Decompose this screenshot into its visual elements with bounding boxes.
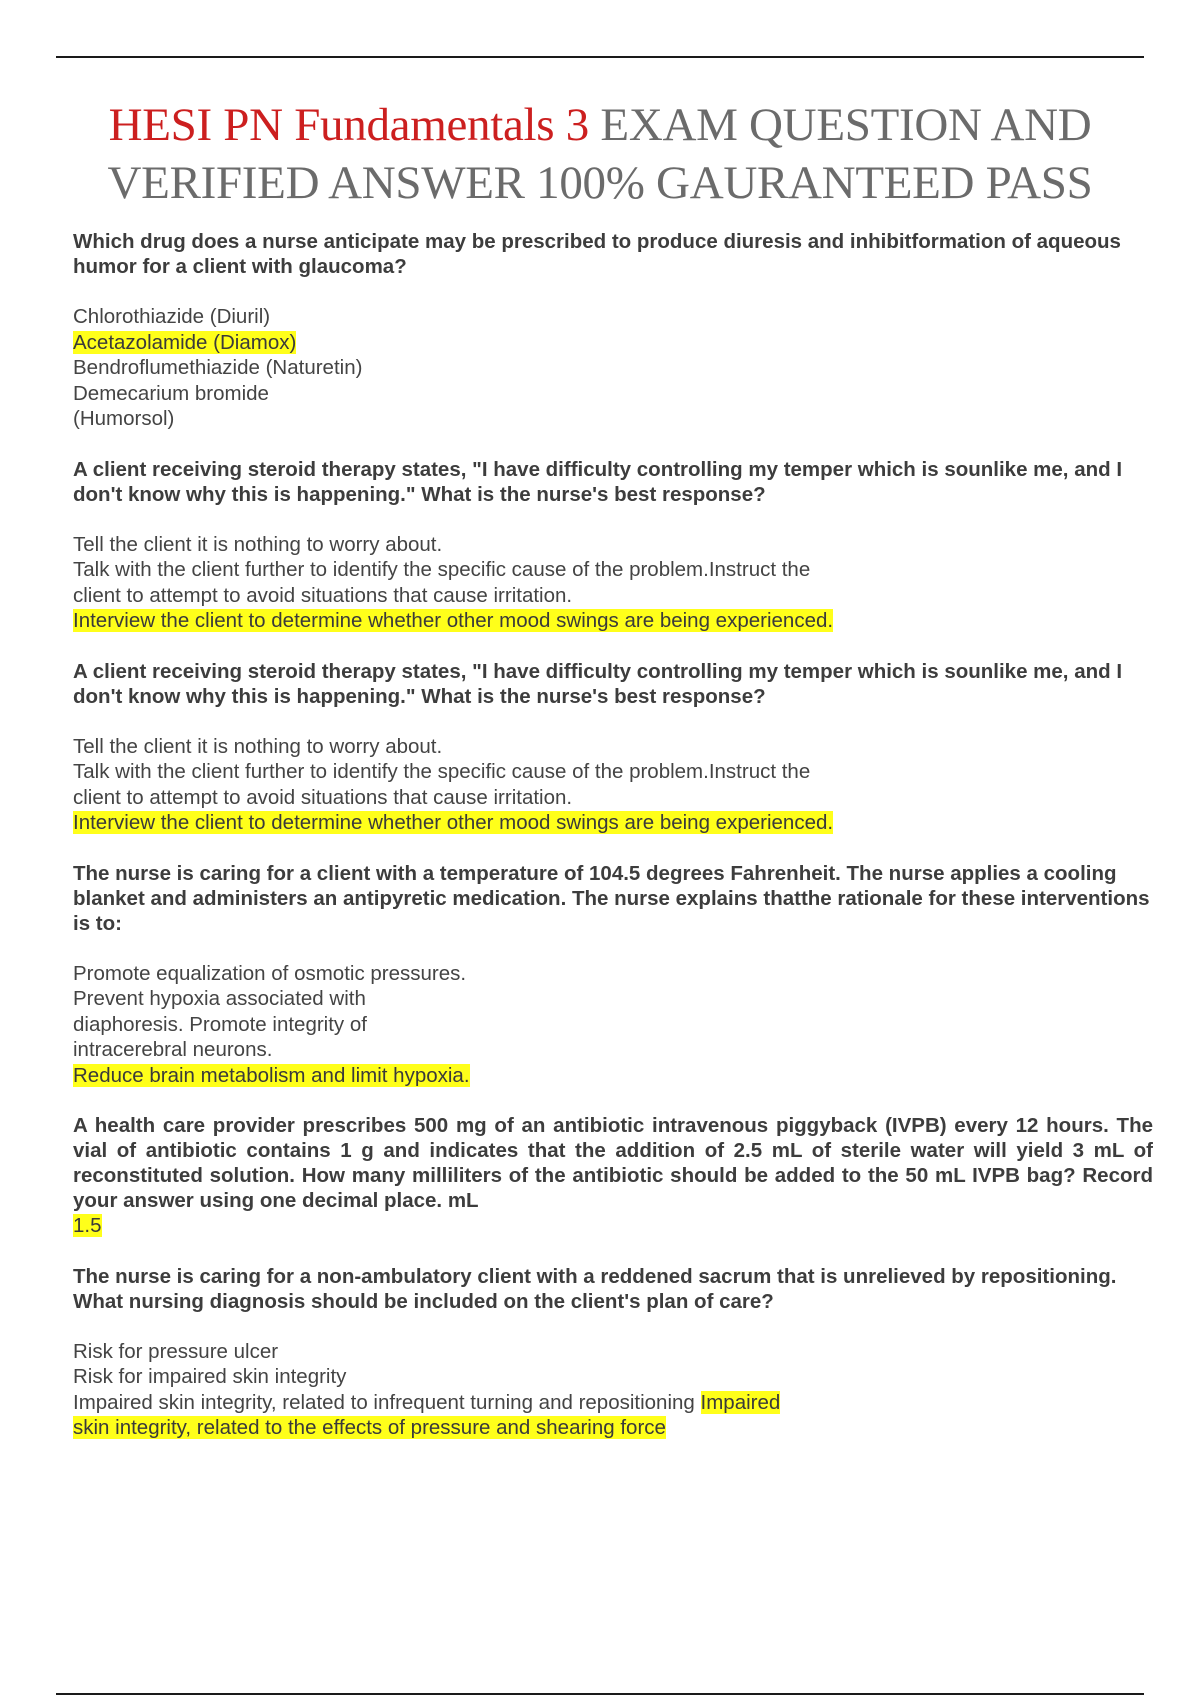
question-block [73,229,1153,432]
question-block [73,659,1153,836]
answer-options [73,961,1153,1089]
answer-option: Prevent hypoxia associated with [73,987,366,1010]
question-block [73,1264,1153,1441]
answer-option: Bendroflumethiazide (Naturetin) [73,356,363,379]
question-list [73,229,1153,1466]
question-text: A health care provider prescribes 500 mg of an antibiotic intravenous piggyback (IVPB) every 12 hours. The vial of antibiotic contains 1 g and indicates that the addition of 2.5 mL of sterile water will yield 3 mL of reconstituted solution. How many milliliters of the antibiotic should be added to the 50 mL IVPB bag? Record your answer using one decimal place. mL [73,1114,1153,1212]
answer-option: (Humorsol) [73,407,175,430]
answer-option: Tell the client it is nothing to worry about. [73,532,443,556]
answer-option: Chlorothiazide (Diuril) [73,305,271,328]
bottom-rule [56,1693,1144,1695]
question-text: The nurse is caring for a client with a temperature of 104.5 degrees Fahrenheit. The nurse applies a cooling blanket and administers an antipyretic medication. The nurse explains thatthe rationale for these interventions is to: [73,861,1150,935]
answer-options [73,532,1153,634]
answer-option: client to attempt to avoid situations that cause irritation. [73,785,573,809]
answer-option: Promote equalization of osmotic pressures. [73,961,467,985]
answer-option: Risk for pressure ulcer [73,1339,279,1363]
answer-option: diaphoresis. Promote integrity of [73,1012,367,1036]
answer-option: Impaired skin integrity, related to infrequent turning and repositioning [73,1390,695,1414]
question-text: Which drug does a nurse anticipate may be prescribed to produce diuresis and inhibitformation of aqueous humor for a client with glaucoma? [73,230,1121,278]
answer-option: Demecarium bromide [73,381,269,405]
title-highlight: HESI PN Fundamentals 3 [108,99,589,151]
correct-answer: Impaired [700,1390,781,1414]
question-text: A client receiving steroid therapy states, "I have difficulty controlling my temper which is sounlike me, and I don't know why this is happening." What is the nurse's best response? [73,457,1123,506]
correct-answer: Reduce brain metabolism and limit hypoxia. [73,1063,470,1087]
question-block [73,1113,1153,1239]
document-title [60,96,1140,212]
answer-option: Risk for impaired skin integrity [73,1365,347,1388]
answer-options [73,304,1153,432]
question-block [73,861,1153,1089]
question-text: A client receiving steroid therapy states, "I have difficulty controlling my temper which is sounlike me, and I don't know why this is happening." What is the nurse's best response? [73,659,1123,708]
correct-answer: Interview the client to determine whether other mood swings are being experienced. [73,811,834,834]
answer-option: client to attempt to avoid situations that cause irritation. [73,583,573,607]
correct-answer: 1.5 [73,1214,102,1237]
title-rest: EXAM QUESTION AND VERIFIED ANSWER 100% GAURANTEED PASS [107,99,1093,209]
question-block [73,457,1153,634]
question-text: The nurse is caring for a non-ambulatory client with a reddened sacrum that is unrelieved by repositioning. What nursing diagnosis should be included on the client's plan of care? [73,1264,1117,1313]
answer-options [73,1213,1153,1239]
answer-option: Talk with the client further to identify the specific cause of the problem.Instruct the [73,558,811,581]
answer-options [73,734,1153,836]
answer-option: Tell the client it is nothing to worry about. [73,734,443,758]
correct-answer: Interview the client to determine whether other mood swings are being experienced. [73,609,834,632]
answer-option: Talk with the client further to identify the specific cause of the problem.Instruct the [73,760,811,783]
correct-answer-continued: skin integrity, related to the effects of pressure and shearing force [73,1416,666,1439]
correct-answer: Acetazolamide (Diamox) [73,330,297,354]
answer-option: intracerebral neurons. [73,1038,273,1061]
answer-options [73,1339,1153,1441]
top-rule [56,56,1144,58]
